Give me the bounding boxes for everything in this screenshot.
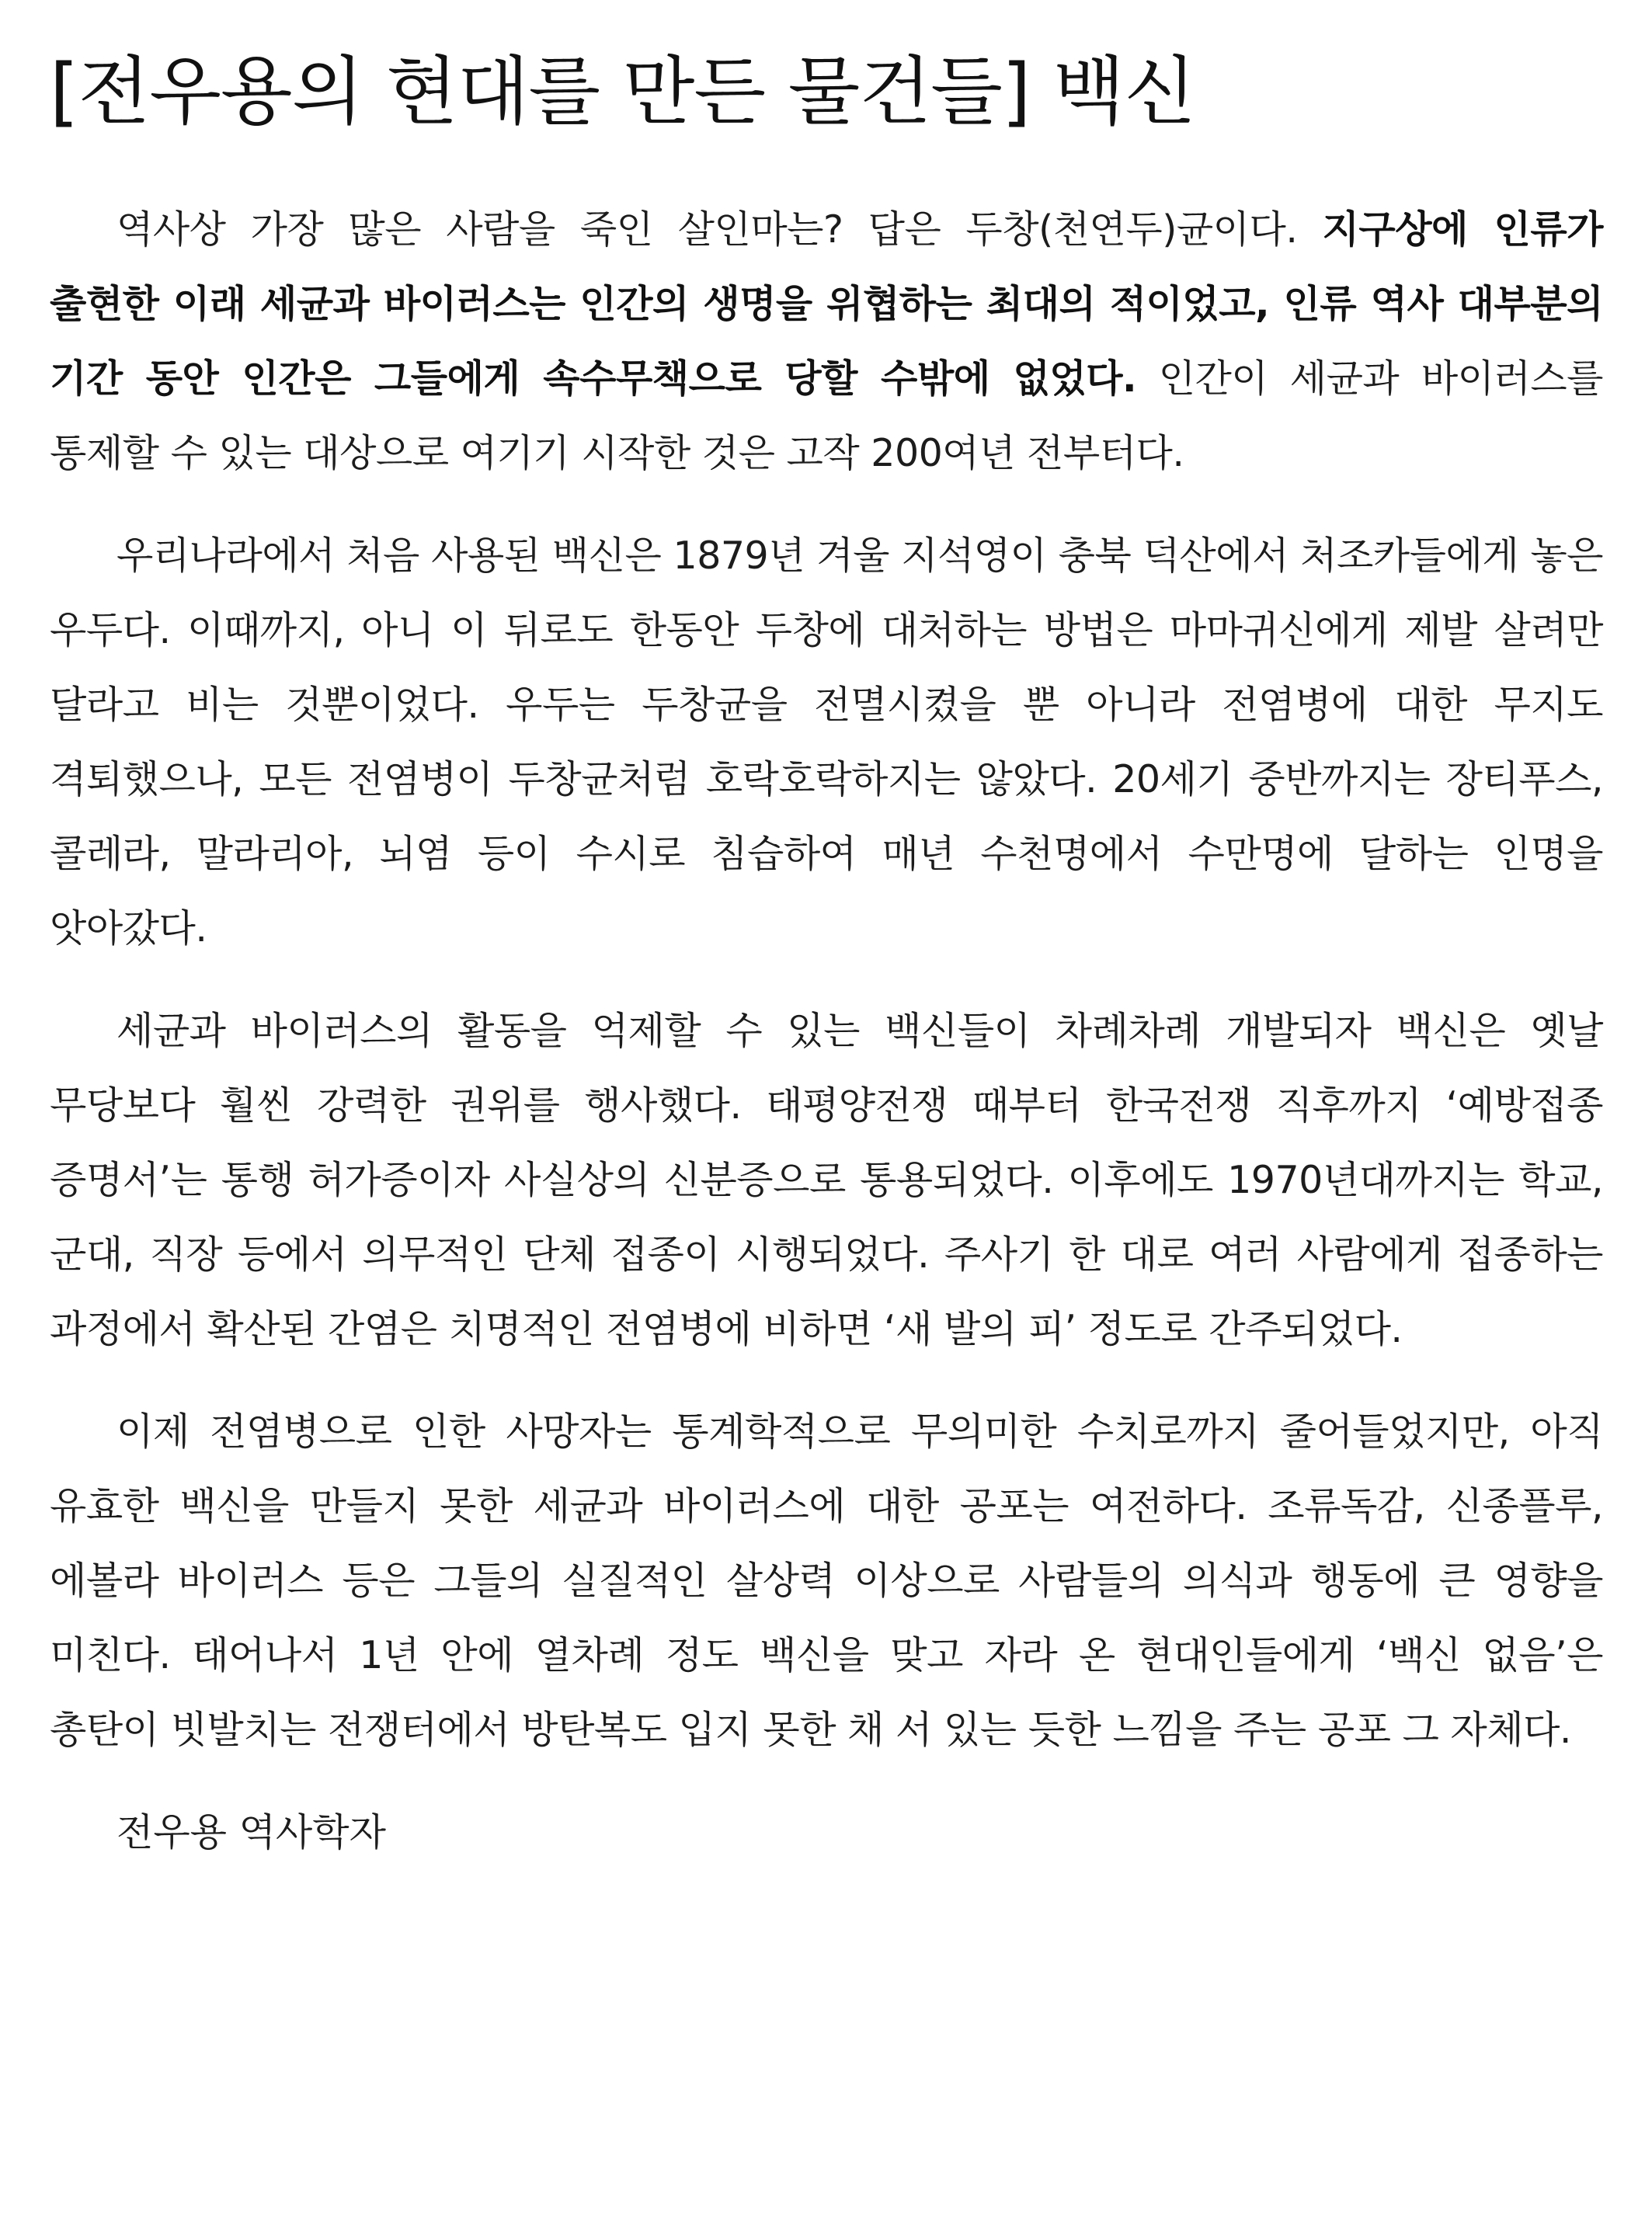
paragraph-3: 세균과 바이러스의 활동을 억제할 수 있는 백신들이 차례차례 개발되자 백신은 옛날 무당보다 훨씬 강력한 권위를 행사했다. 태평양전쟁 때부터 한국전쟁 직후까지 ‘예방접종 증명서’는 통행 허가증이자 사실상의 신분증으로 통용되었다. 이후에도 1970년대까지는 학교, 군대, 직장 등에서 의무적인 단체 접종이 시행되었다. 주사기 한 대로 여러 사람에게 접종하는 과정에서 확산된 간염은 치명적인 전염병에 비하면 ‘새 발의 피’ 정도로 간주되었다. <box>50 1009 1603 1351</box>
paragraph-1-emphasis: 지구상에 인류가 출현한 이래 세균과 바이러스는 인간의 생명을 위협하는 최대의 적이었고, 인류 역사 대부분의 기간 동안 인간은 그들에게 속수무책으로 당할 수밖에 없었다. <box>50 207 1603 401</box>
paragraph-4: 이제 전염병으로 인한 사망자는 통계학적으로 무의미한 수치로까지 줄어들었지만, 아직 유효한 백신을 만들지 못한 세균과 바이러스에 대한 공포는 여전하다. 조류독감, 신종플루, 에볼라 바이러스 등은 그들의 실질적인 살상력 이상으로 사람들의 의식과 행동에 큰 영향을 미친다. 태어나서 1년 안에 열차례 정도 백신을 맞고 자라 온 현대인들에게 ‘백신 없음’은 총탄이 빗발치는 전쟁터에서 방탄복도 입지 못한 채 서 있는 듯한 느낌을 주는 공포 그 자체다. <box>50 1409 1603 1752</box>
author-byline: 전우용 역사학자 <box>117 1810 386 1854</box>
article-body <box>50 193 1603 1870</box>
paragraph-1-lead: 역사상 가장 많은 사람을 죽인 살인마는? 답은 두창(천연두)균이다. <box>117 207 1323 252</box>
paragraph-1-tail: 인간이 세균과 바이러스를 통제할 수 있는 대상으로 여기기 시작한 것은 고작 200여년 전부터다. <box>50 356 1603 475</box>
article <box>50 45 1603 1870</box>
paragraph-2: 우리나라에서 처음 사용된 백신은 1879년 겨울 지석영이 충북 덕산에서 처조카들에게 놓은 우두다. 이때까지, 아니 이 뒤로도 한동안 두창에 대처하는 방법은 마마귀신에게 제발 살려만 달라고 비는 것뿐이었다. 우두는 두창균을 전멸시켰을 뿐 아니라 전염병에 대한 무지도 격퇴했으나, 모든 전염병이 두창균처럼 호락호락하지는 않았다. 20세기 중반까지는 장티푸스, 콜레라, 말라리아, 뇌염 등이 수시로 침습하여 매년 수천명에서 수만명에 달하는 인명을 앗아갔다. <box>50 534 1603 951</box>
article-title: [전우용의 현대를 만든 물건들] 백신 <box>50 48 1196 135</box>
paragraph-1 <box>50 193 1603 491</box>
